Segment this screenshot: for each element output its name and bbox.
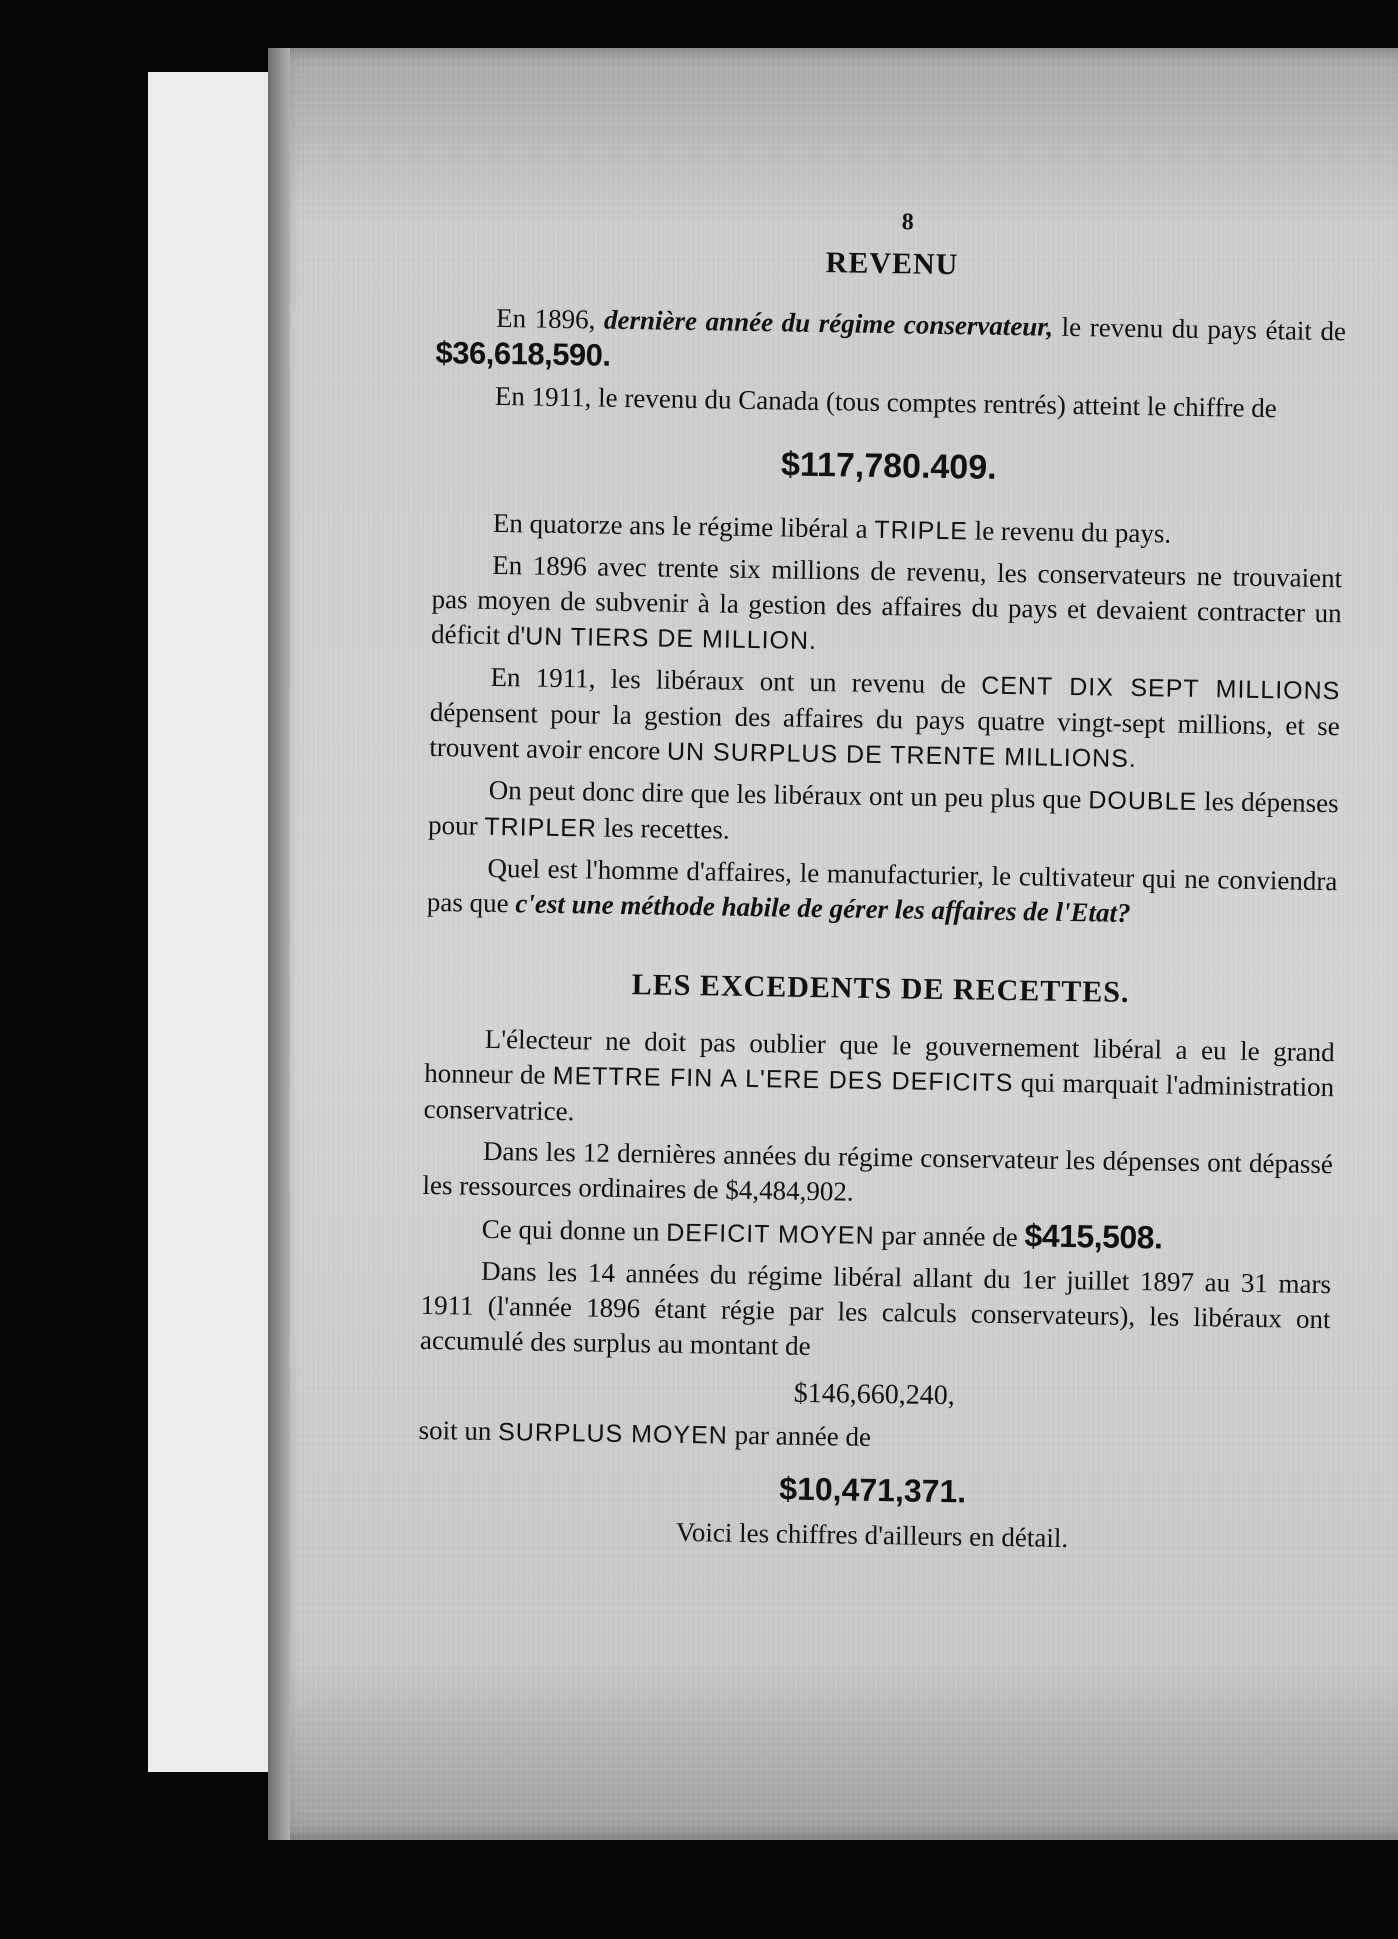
emphasis-text: dernière année du régime conservateur, [603, 304, 1054, 342]
page-text-area [268, 48, 1398, 1840]
emphasis-text: c'est une méthode habile de gérer les affaires de l'Etat? [515, 888, 1131, 928]
paragraph-surplus-1911 [429, 659, 1341, 780]
amount-1896: $36,618,590. [435, 334, 611, 373]
caps-text: UN TIERS DE MILLION. [524, 622, 818, 656]
caps-text: TRIPLE [874, 515, 969, 546]
paragraph-surplus-moyen [418, 1413, 1328, 1463]
paragraph-deficit-1896 [431, 547, 1343, 667]
page-number: 8 [901, 209, 914, 236]
text-run: par année de [874, 1219, 1025, 1253]
text-run: L'électeur ne doit pas oublier que le gouvernement libéral a eu le grand honneur de [424, 1023, 1335, 1090]
caps-text: CENT DIX SEPT MILLIONS [980, 671, 1341, 706]
text-run: En 1911, les libéraux ont un revenu de [490, 661, 982, 700]
text-run: Ce qui donne un [481, 1213, 667, 1247]
section-heading-revenu: REVENU [825, 246, 959, 282]
caps-text: UN SURPLUS DE TRENTE MILLIONS. [666, 737, 1138, 774]
caps-text: SURPLUS MOYEN [497, 1418, 729, 1450]
text-run: En 1896 avec trente six millions de revenu, les conservateurs ne trouvaient pas moyen de subvenir à la gestion des affaires du pays et devaient contracter un déficit d' [430, 549, 1343, 651]
text-run: par année de [727, 1419, 872, 1452]
paragraph-14-annees: Dans les 14 années du régime libéral allant du 1er juillet 1897 au 31 mars 1911 (l'année 1896 étant régie par les calculs conservateurs), les libéraux ont accumulé des surplus au montant de [419, 1255, 1332, 1361]
text-run: On peut donc dire que les libéraux ont un peu plus que [488, 774, 1089, 815]
paragraph-revenu-1911: En 1911, le revenu du Canada (tous comptes rentrés) atteint le chiffre de [494, 380, 1278, 424]
text-run: le revenu du pays était de [1052, 311, 1347, 347]
paragraph-fin-deficits [423, 1021, 1335, 1141]
scan-margin-strip [148, 72, 280, 1772]
text-run: En 1896, [495, 302, 605, 335]
section-heading-excedents: LES EXCEDENTS DE RECETTES. [631, 968, 1130, 1009]
text-run: le revenu du pays. [967, 515, 1172, 549]
text-run: Quel est l'homme d'affaires, le manufacturier, le cultivateur qui ne conviendra pas que [426, 852, 1338, 919]
paragraph-double [428, 772, 1339, 858]
paragraph-methode [427, 850, 1338, 934]
text-run: les recettes. [596, 812, 730, 845]
caps-text: TRIPLER [484, 812, 598, 843]
amount-surplus-total: $146,660,240, [793, 1377, 955, 1412]
paragraph-revenu-1896 [435, 300, 1346, 386]
text-run: dépensent pour la gestion des affaires du pays quatre vingt-sept millions, et se trouvent avoir encore [429, 696, 1341, 766]
amount-surplus-moyen: $10,471,371. [779, 1470, 967, 1510]
text-run: soit un [418, 1414, 499, 1447]
paragraph-deficit-moyen [422, 1209, 1332, 1261]
text-run: les dépenses pour [427, 786, 1339, 841]
caps-text: DEFICIT MOYEN [666, 1218, 875, 1250]
paragraph-12-annees: Dans les 12 dernières années du régime conservateur les dépenses ont dépassé les ressources ordinaires de $4,484,902. [422, 1135, 1334, 1207]
text-run: En quatorze ans le régime libéral a [492, 507, 875, 544]
amount-deficit-moyen: $415,508. [1024, 1217, 1163, 1256]
amount-1911: $117,780.409. [780, 445, 997, 487]
paragraph-triple [433, 505, 1343, 555]
text-run: qui marquait l'administration conservatrice. [423, 1067, 1335, 1127]
caps-text: DOUBLE [1088, 786, 1198, 816]
closing-line: Voici les chiffres d'ailleurs en détail. [675, 1516, 1069, 1554]
caps-text: METTRE FIN A L'ERE DES DEFICITS [552, 1061, 1014, 1098]
page-content [417, 198, 1348, 1560]
